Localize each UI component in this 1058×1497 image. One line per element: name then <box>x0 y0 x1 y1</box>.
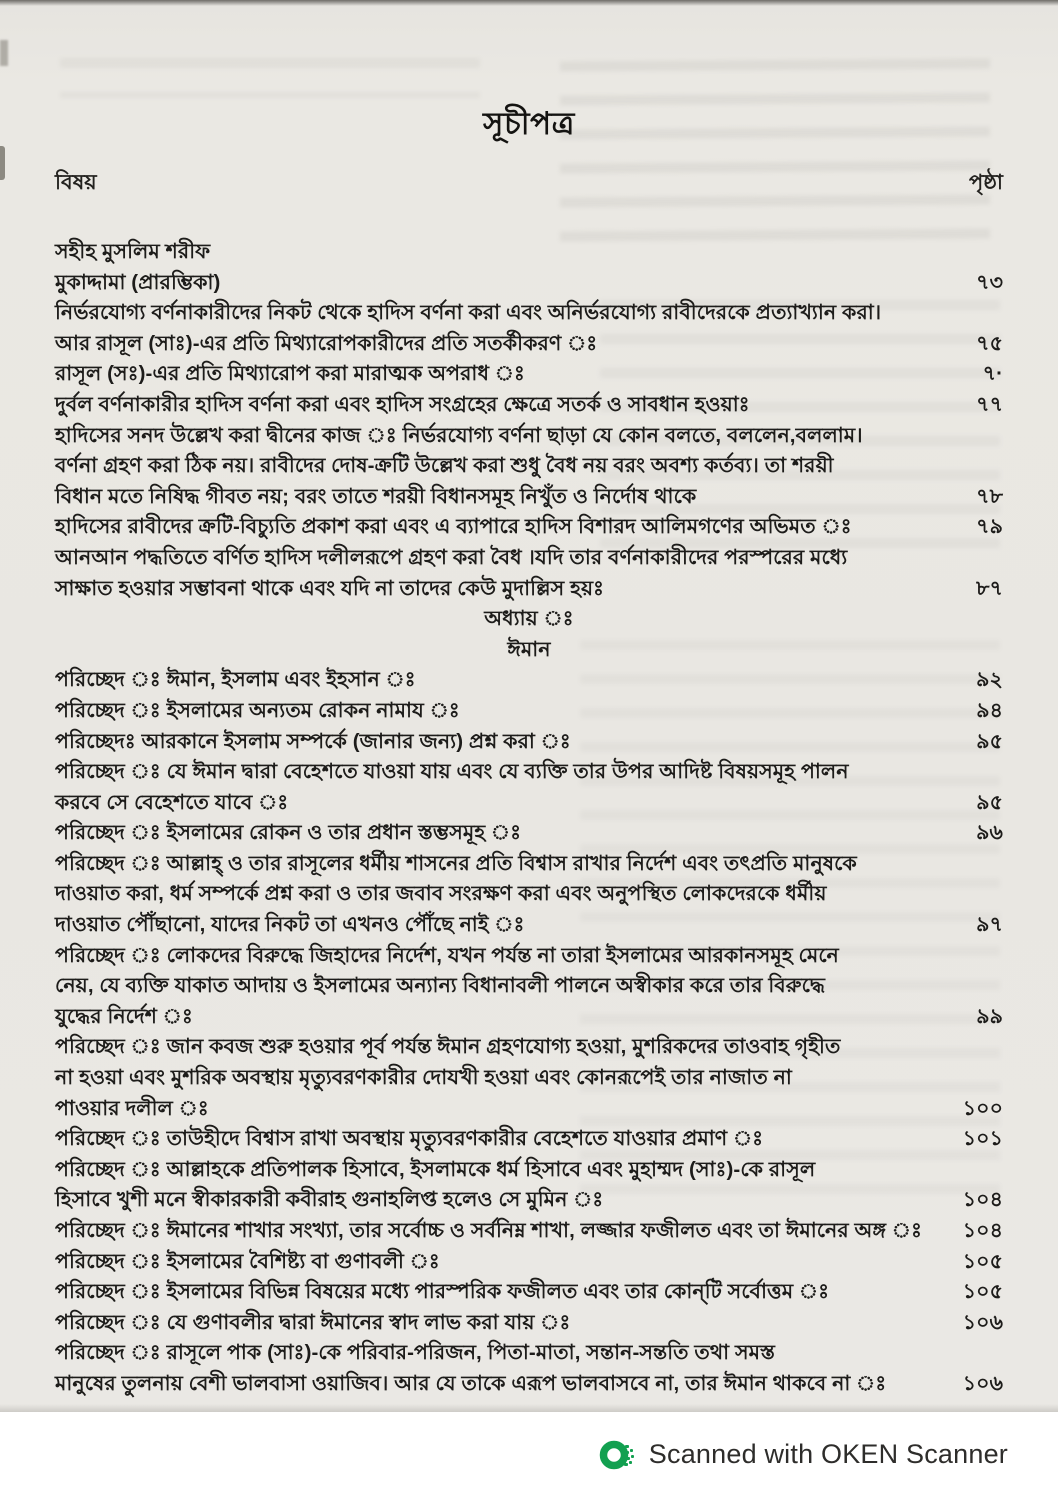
toc-row-page-number: ৭· <box>982 362 1003 386</box>
toc-row <box>55 879 1003 910</box>
toc-row <box>55 1002 1003 1033</box>
toc-row <box>55 390 1003 421</box>
toc-row <box>55 512 1003 543</box>
toc-row-text: মুকাদ্দামা (প্রারম্ভিকা) <box>55 270 221 294</box>
toc-row <box>55 421 1003 452</box>
toc-row-text: দুর্বল বর্ণনাকারীর হাদিস বর্ণনা করা এবং হাদিস সংগ্রহের ক্ষেত্রে সতর্ক ও সাবধান হওয়াঃ <box>55 392 750 416</box>
toc-row-text: পরিচ্ছেদ ঃ যে ঈমান দ্বারা বেহেশতে যাওয়া যায় এবং যে ব্যক্তি তার উপর আদিষ্ট বিষয়সমূহ পালন <box>55 760 849 784</box>
toc-row-text: পরিচ্ছেদ ঃ ঈমান, ইসলাম এবং ইহসান ঃ <box>55 668 416 692</box>
toc-row-page-number: ১০৬ <box>962 1310 1003 1334</box>
toc-row <box>55 1338 1003 1369</box>
toc-row-text: পরিচ্ছেদ ঃ তাউহীদে বিশ্বাস রাখা অবস্থায় মৃত্যুবরণকারীর বেহেশতে যাওয়ার প্রমাণ ঃ <box>55 1127 764 1151</box>
toc-row-text: পরিচ্ছেদ ঃ আল্লাহকে প্রতিপালক হিসাবে, ইসলামকে ধর্ম হিসাবে এবং মুহাম্মদ (সাঃ)-কে রাসূল <box>55 1157 816 1181</box>
column-header-page: পৃষ্ঠা <box>968 171 1003 194</box>
toc-row-text: হাদিসের সনদ উল্লেখ করা দ্বীনের কাজ ঃ নির্ভরযোগ্য বর্ণনা ছাড়া যে কোন বলতে, বললেন,বললাম। <box>55 423 863 447</box>
toc-row-page-number: ৭৭ <box>976 392 1003 416</box>
toc-row-text: মানুষের তুলনায় বেশী ভালবাসা ওয়াজিব। আর যে তাকে এরূপ ভালবাসবে না, তার ঈমান থাকবে না ঃ <box>55 1371 887 1395</box>
toc-row-text: পরিচ্ছেদ ঃ ইসলামের বিভিন্ন বিষয়ের মধ্যে পারস্পরিক ফজীলত এবং তার কোন্‌টি সর্বোত্তম ঃ <box>55 1280 830 1304</box>
toc-row-text: না হওয়া এবং মুশরিক অবস্থায় মৃত্যুবরণকারীর দোযখী হওয়া এবং কোনরূপেই তার নাজাত না <box>55 1066 792 1090</box>
toc-row <box>55 910 1003 941</box>
toc-row-text: সহীহ মুসলিম শরীফ <box>55 240 211 263</box>
toc-row <box>55 818 1003 849</box>
toc-row <box>55 451 1003 482</box>
toc-row-text: নেয়, যে ব্যক্তি যাকাত আদায় ও ইসলামের অন্যান্য বিধানাবলী পালনে অস্বীকার করে তার বিরুদ্ধে <box>55 974 825 998</box>
toc-row-text: পরিচ্ছেদ ঃ ইসলামের রোকন ও তার প্রধান স্তম্ভসমূহ ঃ <box>55 821 522 845</box>
scanner-footer-text: Scanned with OKEN Scanner <box>648 1439 1008 1469</box>
toc-row-text: আনআন পদ্ধতিতে বর্ণিত হাদিস দলীলরূপে গ্রহণ করা বৈধ ।যদি তার বর্ণনাকারীদের পরস্পরের মধ্যে <box>55 545 848 569</box>
toc-row-page-number: ৯৬ <box>976 821 1003 845</box>
toc-row <box>55 1369 1003 1400</box>
toc-row <box>55 359 1003 390</box>
toc-row-text: পরিচ্ছেদ ঃ ইসলামের বৈশিষ্ট্য বা গুণাবলী ঃ <box>55 1249 440 1273</box>
toc-row-text: আর রাসূল (সাঃ)-এর প্রতি মিথ্যারোপকারীদের প্রতি সতর্কীকরণ ঃ <box>55 331 598 355</box>
toc-row-text: হাদিসের রাবীদের ক্রটি-বিচ্যুতি প্রকাশ করা এবং এ ব্যাপারে হাদিস বিশারদ আলিমগণের অভিমত ঃ <box>55 515 852 539</box>
toc-row-text: নির্ভরযোগ্য বর্ণনাকারীদের নিকট থেকে হাদিস বর্ণনা করা এবং অনির্ভরযোগ্য রাবীদেরকে প্রত্যাখ্যান করা। <box>55 301 882 325</box>
toc-row <box>55 1063 1003 1094</box>
toc-row-text: পরিচ্ছেদ ঃ ঈমানের শাখার সংখ্যা, তার সর্বোচ্চ ও সর্বনিম্ন শাখা, লজ্জার ফজীলত এবং তা ঈমানের অঙ্গ ঃ <box>55 1219 922 1242</box>
column-header-subject: বিষয় <box>55 171 97 194</box>
page-title: সূচীপত্র <box>483 106 575 141</box>
toc-row-text: পরিচ্ছেদ ঃ ইসলামের অন্যতম রোকন নামায ঃ <box>55 698 460 722</box>
oken-scanner-logo-icon <box>597 1436 635 1474</box>
toc-row-page-number: ৯৫ <box>976 790 1003 814</box>
toc-row-text: পরিচ্ছেদ ঃ লোকদের বিরুদ্ধে জিহাদের নির্দেশ, যখন পর্যন্ত না তারা ইসলামের আরকানসমূহ মেনে <box>55 943 839 967</box>
toc-row <box>55 1277 1003 1308</box>
toc-row-page-number: ৭৫ <box>976 331 1003 355</box>
toc-row-page-number: ৭৩ <box>976 270 1003 294</box>
toc-row-text: পরিচ্ছেদ ঃ রাসূলে পাক (সাঃ)-কে পরিবার-পরিজন, পিতা-মাতা, সন্তান-সন্ততি তথা সমস্ত <box>55 1341 775 1365</box>
toc-row-page-number: ৯৭ <box>976 913 1003 937</box>
toc-row <box>55 574 1003 605</box>
toc-row-page-number: ৯৫ <box>976 729 1003 753</box>
toc-row-page-number: ৯৯ <box>976 1004 1003 1028</box>
scan-bottom-edge-shadow <box>0 1404 1058 1412</box>
toc-row-page-number: ৭৯ <box>976 515 1003 539</box>
toc-row-text: দাওয়াত পৌঁছানো, যাদের নিকট তা এখনও পৌঁছে নাই ঃ <box>55 913 525 937</box>
toc-row <box>55 482 1003 513</box>
toc-row-page-number: ১০৪ <box>962 1219 1003 1242</box>
toc-row <box>55 1155 1003 1186</box>
toc-row <box>55 941 1003 972</box>
column-header-row <box>55 166 1003 201</box>
toc-row <box>55 757 1003 788</box>
toc-row-text: বিধান মতে নিষিদ্ধ গীবত নয়; বরং তাতে শরয়ী বিধানসমূহ নিখুঁত ও নির্দোষ থাকে <box>55 484 697 508</box>
toc-row <box>55 298 1003 329</box>
toc-row <box>55 329 1003 360</box>
toc-row <box>55 268 1003 299</box>
toc-row <box>55 788 1003 819</box>
toc-content <box>55 0 1003 1400</box>
toc-row <box>55 1216 1003 1247</box>
scan-left-edge-mark <box>0 146 5 180</box>
toc-row-page-number: ১০০ <box>962 1096 1003 1120</box>
toc-row <box>55 1032 1003 1063</box>
toc-row <box>55 1247 1003 1278</box>
toc-row-text: ঈমান <box>507 637 551 661</box>
toc-row-page-number: ৭৮ <box>976 484 1003 508</box>
toc-row <box>55 849 1003 880</box>
toc-row <box>55 971 1003 1002</box>
toc-row-text: সাক্ষাত হওয়ার সম্ভাবনা থাকে এবং যদি না তাদের কেউ মুদাল্লিস হয়ঃ <box>55 576 605 600</box>
toc-row-text: বর্ণনা গ্রহণ করা ঠিক নয়। রাবীদের দোষ-ক্রটি উল্লেখ করা শুধু বৈধ নয় বরং অবশ্য কর্তব্য। তা শরয়ী <box>55 454 834 478</box>
scan-corner-smudge <box>0 40 8 66</box>
toc-row-text: করবে সে বেহেশতে যাবে ঃ <box>55 790 289 814</box>
toc-row-page-number: ৯২ <box>976 668 1003 692</box>
chapter-heading <box>55 635 1003 666</box>
toc-row-text: অধ্যায় ঃ <box>484 607 574 631</box>
toc-row <box>55 1185 1003 1216</box>
toc-row <box>55 1094 1003 1125</box>
toc-row-page-number: ৯৪ <box>976 698 1003 722</box>
toc-row-text: দাওয়াত করা, ধর্ম সম্পর্কে প্রশ্ন করা ও তার জবাব সংরক্ষণ করা এবং অনুপস্থিত লোকদেরকে ধর্মীয় <box>55 882 827 906</box>
toc-row-page-number: ১০১ <box>962 1127 1003 1151</box>
toc-row-page-number: ১০৫ <box>962 1280 1003 1304</box>
scanner-footer <box>0 1412 1058 1497</box>
toc-list <box>55 237 1003 1400</box>
chapter-heading <box>55 604 1003 635</box>
toc-row <box>55 237 1003 268</box>
toc-row-page-number: ১০৫ <box>962 1249 1003 1273</box>
toc-row-text: হিসাবে খুশী মনে স্বীকারকারী কবীরাহ গুনাহলিপ্ত হলেও সে মুমিন ঃ <box>55 1188 604 1212</box>
toc-row-page-number: ১০৪ <box>962 1188 1003 1212</box>
toc-row-page-number: ১০৬ <box>962 1371 1003 1395</box>
toc-row-page-number: ৮৭ <box>976 576 1003 600</box>
toc-row <box>55 1308 1003 1339</box>
toc-row-text: পরিচ্ছেদ ঃ জান কবজ শুরু হওয়ার পূর্ব পর্যন্ত ঈমান গ্রহণযোগ্য হওয়া, মুশরিকদের তাওবাহ গৃহীত <box>55 1035 841 1059</box>
toc-row-text: রাসূল (সঃ)-এর প্রতি মিথ্যারোপ করা মারাত্মক অপরাধ ঃ <box>55 362 525 386</box>
toc-row-text: যুদ্ধের নির্দেশ ঃ <box>55 1004 193 1028</box>
toc-row-text: পরিচ্ছেদ ঃ যে গুণাবলীর দ্বারা ঈমানের স্বাদ লাভ করা যায় ঃ <box>55 1310 571 1334</box>
toc-row-text: পরিচ্ছেদঃ আরকানে ইসলাম সম্পর্কে (জানার জন্য) প্রশ্ন করা ঃ <box>55 729 571 753</box>
toc-row <box>55 665 1003 696</box>
toc-row <box>55 1124 1003 1155</box>
toc-row <box>55 543 1003 574</box>
toc-row-text: পরিচ্ছেদ ঃ আল্লাহ্ ও তার রাসূলের ধর্মীয় শাসনের প্রতি বিশ্বাস রাখার নির্দেশ এবং তৎপ্রতি মানুষকে <box>55 851 857 875</box>
toc-row <box>55 727 1003 758</box>
toc-row-text: পাওয়ার দলীল ঃ <box>55 1096 209 1120</box>
toc-row <box>55 696 1003 727</box>
